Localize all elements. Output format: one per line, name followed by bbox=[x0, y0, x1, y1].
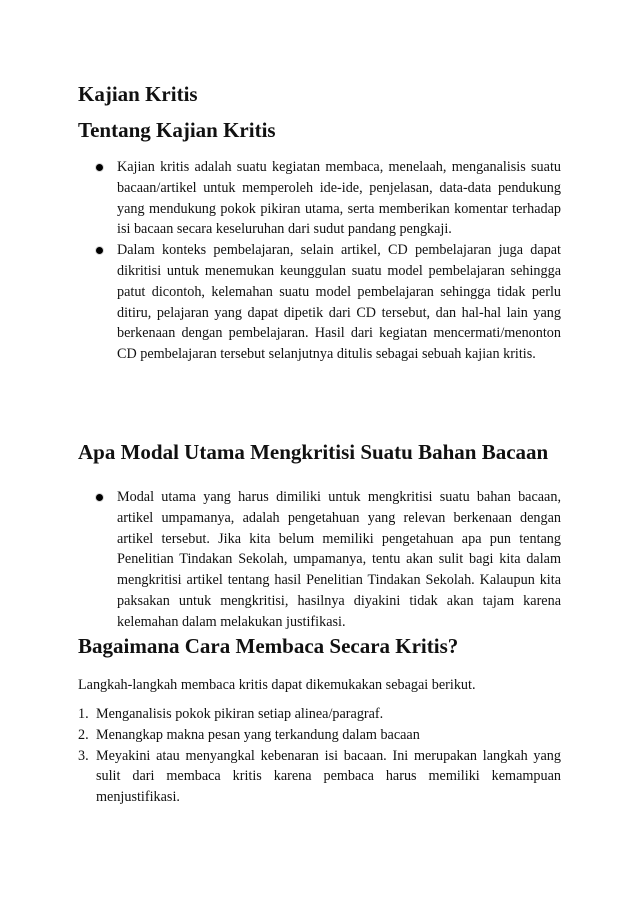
bullet-list-modal-utama bbox=[0, 487, 638, 633]
list-item-text: Dalam konteks pembelajaran, selain artikel, CD pembelajaran juga dapat dikritisi untuk menemukan keunggulan suatu model pembelajaran sehingga patut dicontoh, kelemahan suatu model pembelajaran sehingga tidak perlu ditiru, pelajaran yang dapat dipetik dari CD tersebut, dan hal-hal lain yang berkenaan dengan pembelajaran. Hasil dari kegiatan mencermati/menonton CD pembelajaran tersebut selanjutnya ditulis sebagai sebuah kajian kritis. bbox=[117, 242, 561, 363]
section-heading-tentang: Tentang Kajian Kritis bbox=[78, 118, 276, 142]
section-heading-cara-membaca: Bagaimana Cara Membaca Secara Kritis? bbox=[78, 634, 459, 658]
bullet-list-tentang bbox=[0, 157, 638, 365]
step-number: 3. bbox=[78, 747, 89, 764]
steps-list bbox=[0, 704, 638, 808]
list-item bbox=[0, 157, 561, 240]
list-item bbox=[0, 746, 561, 808]
step-text: Menangkap makna pesan yang terkandung dalam bacaan bbox=[96, 726, 420, 743]
intro-paragraph: Langkah-langkah membaca kritis dapat dikemukakan sebagai berikut. bbox=[78, 677, 476, 693]
bullet-icon bbox=[96, 494, 103, 501]
list-item bbox=[0, 704, 561, 725]
list-item bbox=[0, 240, 561, 365]
bullet-icon bbox=[96, 247, 103, 254]
section-heading-modal-utama: Apa Modal Utama Mengkritisi Suatu Bahan Bacaan bbox=[78, 440, 549, 464]
step-text: Menganalisis pokok pikiran setiap alinea/paragraf. bbox=[96, 706, 384, 722]
list-item bbox=[0, 725, 561, 746]
list-item-text: Modal utama yang harus dimiliki untuk mengkritisi suatu bahan bacaan, artikel umpamanya, adalah pengetahuan yang relevan berkenaan dengan artikel tersebut. Jika kita belum memiliki pengetahuan apa pun tentang Penelitian Tindakan Sekolah, umpamanya, tentu akan sulit bagi kita dalam mengkritisi artikel tentang hasil Penelitian Tindakan Sekolah. Kalaupun kita paksakan untuk mengkritisi, hasilnya diyakini tidak akan tajam karena kelemahan dalam melakukan justifikasi. bbox=[117, 489, 561, 630]
list-item-text: Kajian kritis adalah suatu kegiatan membaca, menelaah, menganalisis suatu bacaan/artikel untuk memperoleh ide-ide, penjelasan, data-data pendukung yang mendukung pokok pikiran utama, serta memberikan komentar terhadap isi bacaan secara keseluruhan dari sudut pandang pengkaji. bbox=[117, 159, 561, 238]
bullet-icon bbox=[96, 164, 103, 171]
document-title: Kajian Kritis bbox=[78, 82, 198, 106]
step-number: 1. bbox=[78, 706, 89, 722]
step-text: Meyakini atau menyangkal kebenaran isi bacaan. Ini merupakan langkah yang sulit dari membaca kritis karena pembaca harus memiliki kemampuan menjustifikasi. bbox=[96, 747, 561, 806]
list-item bbox=[0, 487, 561, 633]
step-number: 2. bbox=[78, 726, 89, 743]
